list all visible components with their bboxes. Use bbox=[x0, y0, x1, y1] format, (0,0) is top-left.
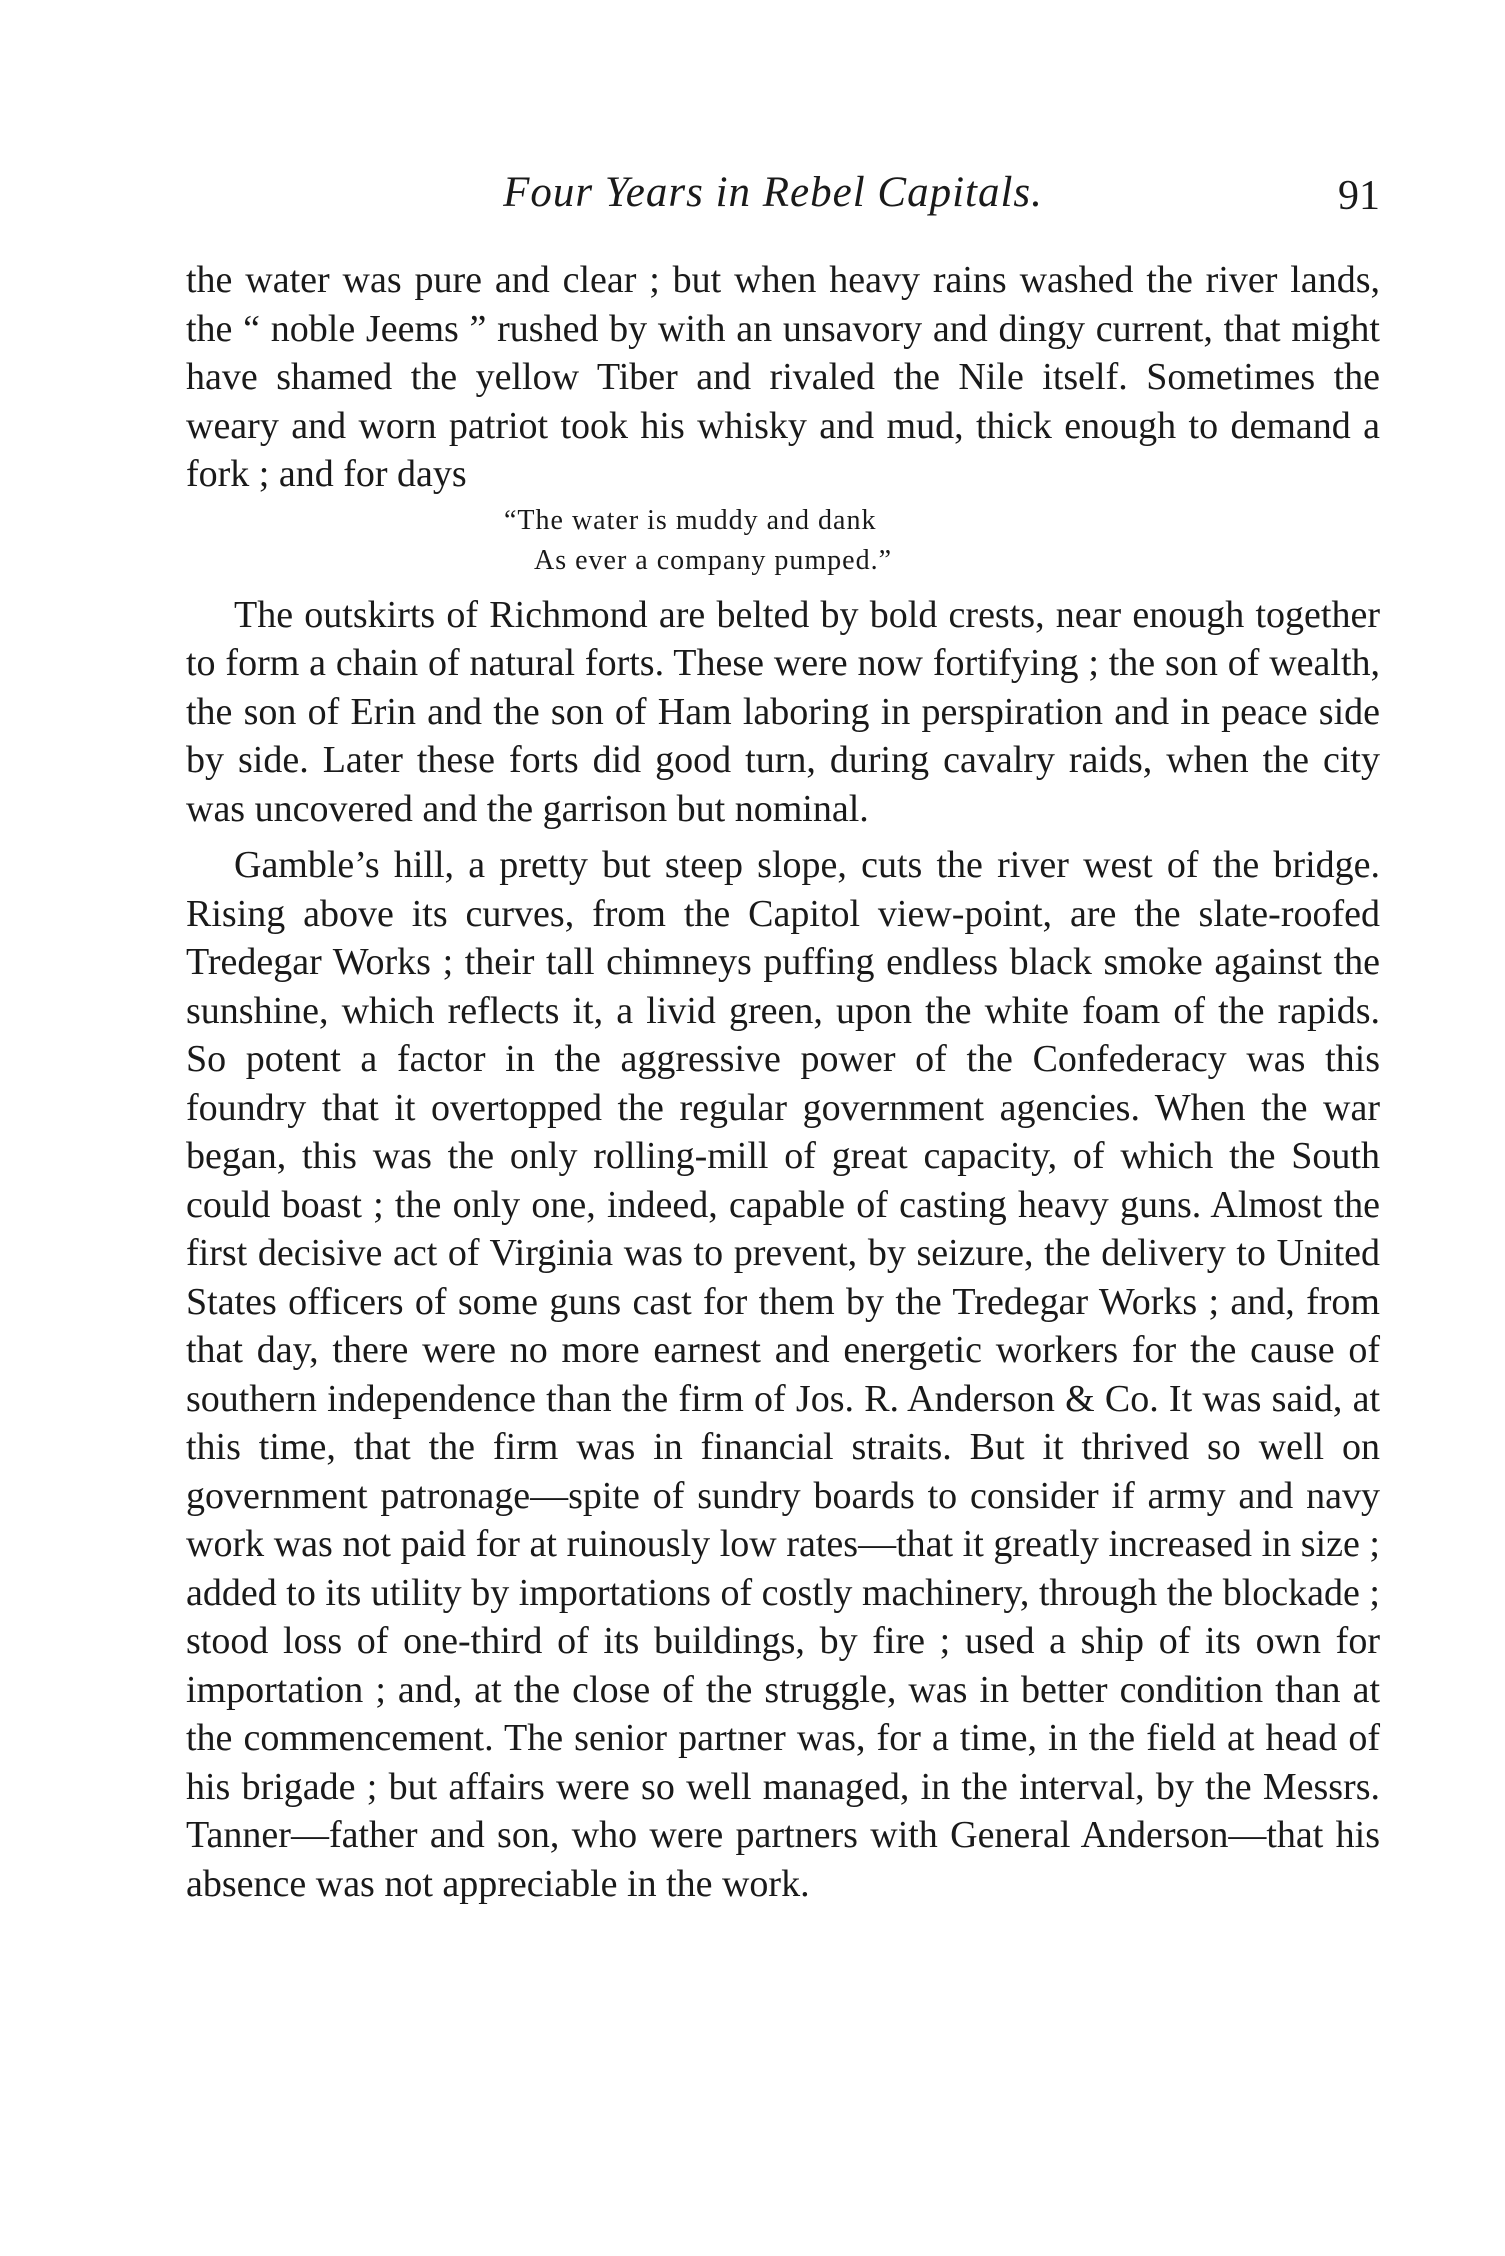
page-number: 91 bbox=[1338, 173, 1380, 219]
paragraph-2: The outskirts of Richmond are belted by bold crests, near enough together to form a chain of natural forts. These were now fortifying ; the son of wealth, the son of Erin and the son of Ham laboring in perspiration and in peace side by side. Later these forts did good turn, during cavalry raids, when the city was uncovered and the garrison but nominal. bbox=[186, 593, 1380, 830]
verse-line: As ever a company pumped.” bbox=[534, 544, 892, 576]
body-text bbox=[186, 256, 1380, 1908]
paragraph-3: Gamble’s hill, a pretty but steep slope, cuts the river west of the bridge. Rising above its curves, from the Capitol view-point, are the slate-roofed Tredegar Works ; their tall chimneys puffing endless black smoke against the sunshine, which reflects it, a livid green, upon the white foam of the rapids. So potent a factor in the aggressive power of the Confederacy was this foundry that it overtopped the regular government agencies. When the war began, this was the only rolling-mill of great capacity, of which the South could boast ; the only one, indeed, capable of casting heavy guns. Almost the first decisive act of Virginia was to prevent, by seizure, the delivery to United States officers of some guns cast for them by the Tredegar Works ; and, from that day, there were no more earnest and energetic workers for the cause of southern independence than the firm of Jos. R. Anderson & Co. It was said, at this time, that the firm was in financial straits. But it thrived so well on government patronage—spite of sundry boards to consider if army and navy work was not paid for at ruinously low rates—that it greatly increased in size ; added to its utility by importations of costly machinery, through the blockade ; stood loss of one-third of its buildings, by fire ; used a ship of its own for importation ; and, at the close of the struggle, was in better condition than at the commencement. The senior partner was, for a time, in the field at head of his brigade ; but affairs were so well managed, in the interval, by the Messrs. Tanner—father and son, who were partners with General Anderson—that his absence was not appreciable in the work. bbox=[186, 844, 1380, 1905]
verse-quote bbox=[186, 501, 1380, 581]
running-head bbox=[186, 168, 1380, 228]
verse-line: “The water is muddy and dank bbox=[504, 504, 877, 536]
running-title: Four Years in Rebel Capitals. bbox=[503, 169, 1043, 216]
paragraph-1: the water was pure and clear ; but when heavy rains washed the river lands, the “ noble Jeems ” rushed by with an unsavory and dingy current, that might have shamed the yellow Tiber and rivaled the Nile itself. Sometimes the weary and worn patriot took his whisky and mud, thick enough to demand a fork ; and for days bbox=[186, 259, 1380, 495]
